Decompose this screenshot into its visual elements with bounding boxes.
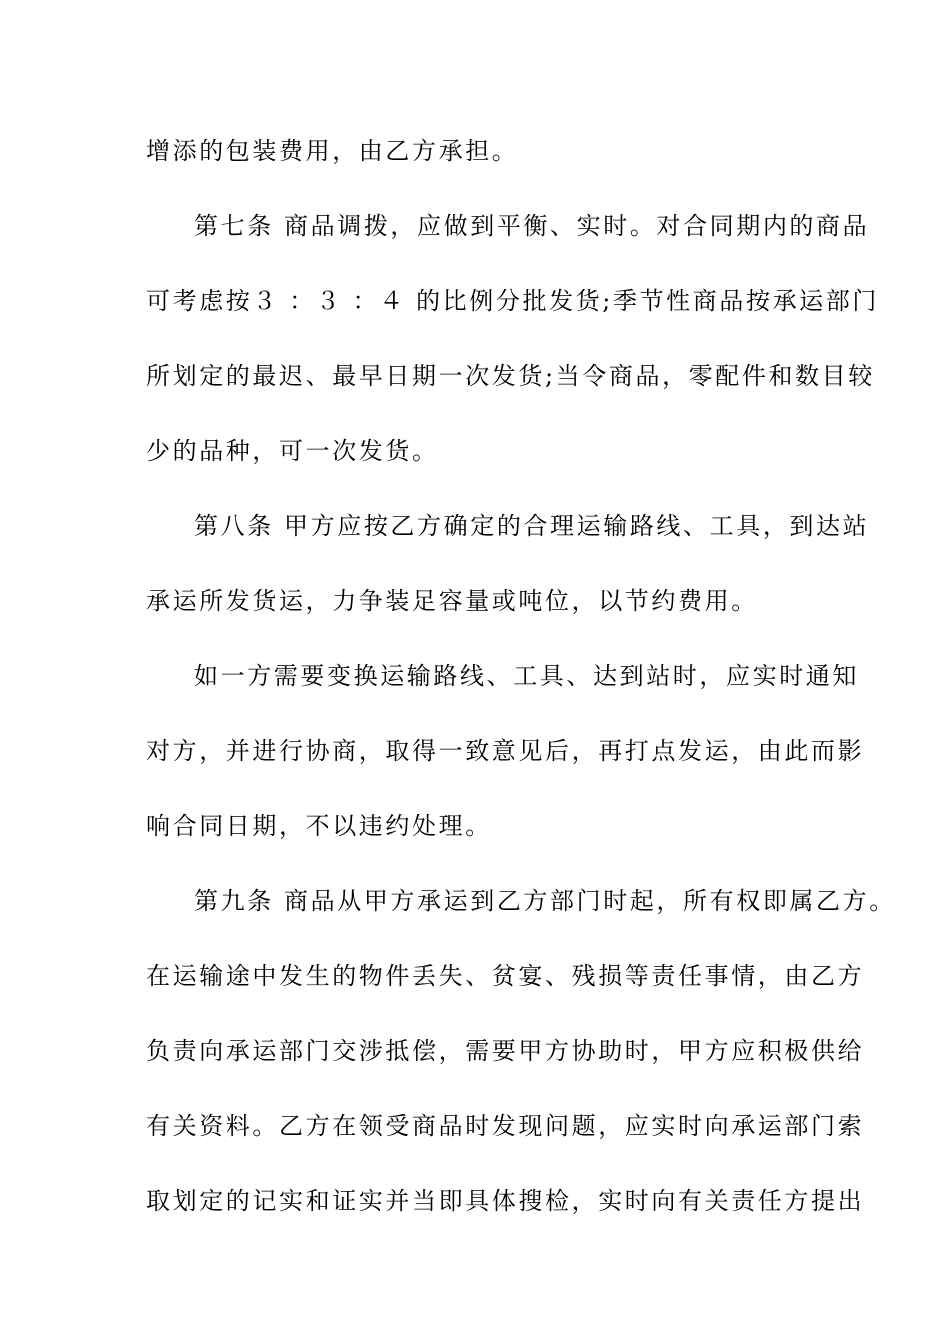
text-line: 对方，并进行协商，取得一致意见后，再打点发运，由此而影 <box>146 737 865 765</box>
text-line: 如一方需要变换运输路线、工具、达到站时，应实时通知 <box>194 662 859 690</box>
text-line: 所划定的最迟、最早日期一次发货;当令商品，零配件和数目较 <box>146 362 875 390</box>
text-line: 响合同日期，不以违约处理。 <box>146 812 492 840</box>
text-line: 取划定的记实和证实并当即具体搜检，实时向有关责任方提出 <box>146 1187 865 1215</box>
text-line: 可考虑按３ ：３ ：４ 的比例分批发货;季节性商品按承运部门 <box>146 287 879 315</box>
text-line: 第七条 商品调拨，应做到平衡、实时。对合同期内的商品 <box>194 212 870 240</box>
text-line: 第九条 商品从甲方承运到乙方部门时起，所有权即属乙方。 <box>194 887 896 915</box>
text-line: 第八条 甲方应按乙方确定的合理运输路线、工具，到达站 <box>194 512 870 540</box>
text-line: 少的品种，可一次发货。 <box>146 437 439 465</box>
text-line: 负责向承运部门交涉抵偿，需要甲方协助时，甲方应积极供给 <box>146 1037 865 1065</box>
text-line: 在运输途中发生的物件丢失、贫宴、残损等责任事情，由乙方 <box>146 962 865 990</box>
text-line: 有关资料。乙方在领受商品时发现问题，应实时向承运部门索 <box>146 1112 865 1140</box>
text-line: 增添的包装费用，由乙方承担。 <box>146 137 519 165</box>
text-line: 承运所发货运，力争装足容量或吨位，以节约费用。 <box>146 587 758 615</box>
